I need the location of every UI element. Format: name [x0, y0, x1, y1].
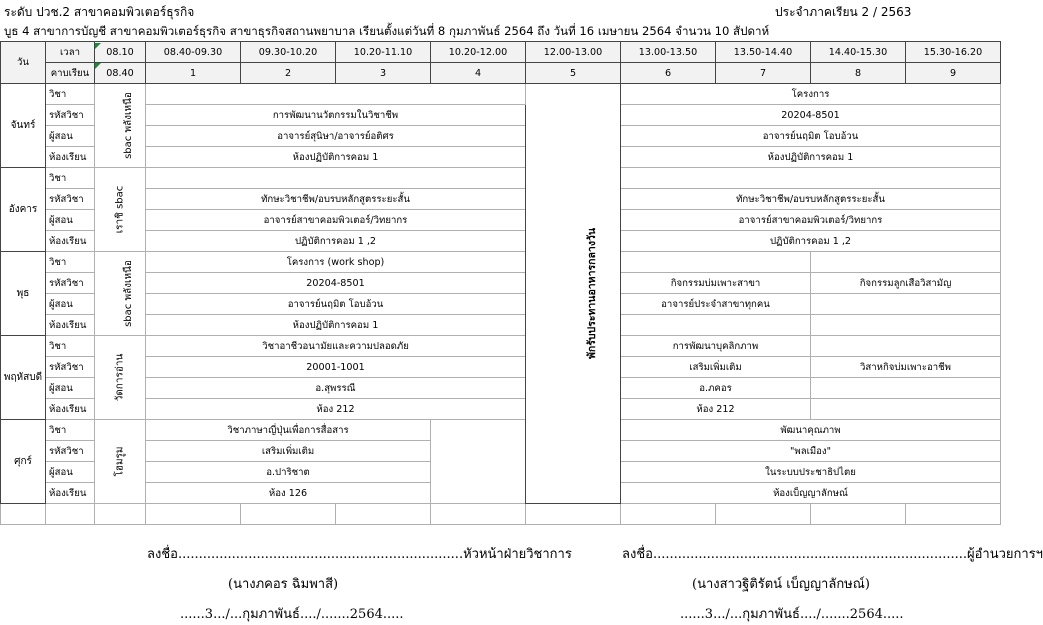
tuesday-pm-teacher: อาจารย์สาขาคอมพิวเตอร์/วิทยากร: [621, 210, 1001, 231]
signature-date-academic: ......3.../...กุมภาพันธ์..../.......2564.....: [180, 607, 404, 622]
monday-pm-room: ห้องปฏิบัติการคอม 1: [621, 147, 1001, 168]
time-slot: 12.00-13.00: [526, 42, 621, 63]
day-wednesday: พุธ: [1, 252, 46, 336]
signature-name-director: (นางสาวฐิติรัตน์ เบ็ญญาลักษณ์): [692, 577, 870, 592]
wednesday-tag: sbac พลังเหนือ: [95, 252, 146, 336]
signature-date-director: ......3.../...กุมภาพันธ์..../.......2564.....: [680, 607, 904, 622]
period-row: [1, 63, 1001, 84]
friday-am-code: เสริมเพิ่มเติม: [146, 441, 431, 462]
tuesday-tag: เราชิ sbac: [95, 168, 146, 252]
timetable: [0, 41, 1001, 525]
time-slot: 10.20-11.10: [336, 42, 431, 63]
time-row: [1, 42, 1001, 63]
monday-row-subject: [1, 84, 1001, 105]
friday-pm-teacher: ในระบบประชาธิปไตย: [621, 462, 1001, 483]
friday-pm-code: "พลเมือง": [621, 441, 1001, 462]
thursday-am-room: ห้อง 212: [146, 399, 526, 420]
wednesday-pm2-room: [811, 315, 1001, 336]
row-label: รหัสวิชา: [46, 273, 95, 294]
time-slot: 09.30-10.20: [241, 42, 336, 63]
row-label: วิชา: [46, 336, 95, 357]
start-period: 08.40: [95, 63, 146, 84]
thursday-pm2-room: [811, 399, 1001, 420]
monday-am-subject: [146, 84, 526, 105]
start-time: 08.10: [95, 42, 146, 63]
monday-pm-subject: โครงการ: [621, 84, 1001, 105]
thursday-tag: วัดการอ่าน: [95, 336, 146, 420]
schedule-subtitle: บูธ 4 สาขาการบัญชี สาขาคอมพิวเตอร์ธุรกิจ สาขาธุรกิจสถานพยาบาล เรียนตั้งแต่วันที่ 8 กุมภาพันธ์ 2564 ถึง วันที่ 16 เมษายน 2564 จำนวน 10 สัปดาห์: [4, 24, 770, 38]
cell-marker-icon: [95, 43, 101, 49]
wednesday-pm1-room: [621, 315, 811, 336]
row-label: ผู้สอน: [46, 126, 95, 147]
period-number: 6: [621, 63, 716, 84]
monday-am-code: การพัฒนานวัตกรรมในวิชาชีพ: [146, 105, 526, 126]
row-label: ห้องเรียน: [46, 315, 95, 336]
monday-am-room: ห้องปฏิบัติการคอม 1: [146, 147, 526, 168]
monday-tag: sbac พลังเหนือ: [95, 84, 146, 168]
level-title: ระดับ ปวช.2 สาขาคอมพิวเตอร์ธุรกิจ: [4, 5, 195, 19]
wednesday-pm2-teacher: [811, 294, 1001, 315]
friday-am-subject: วิชาภาษาญี่ปุ่นเพื่อการสื่อสาร: [146, 420, 431, 441]
monday-pm-code: 20204-8501: [621, 105, 1001, 126]
period-header: คาบเรียน: [46, 63, 95, 84]
signature-line-director: ลงชื่อ............................................................................ผู้อำนวยการฯ: [622, 547, 1043, 562]
wednesday-pm1-teacher: อาจารย์ประจำสาขาทุกคน: [621, 294, 811, 315]
tuesday-am-code: ทักษะวิชาชีพ/อบรบหลักสูตรระยะสั้น: [146, 189, 526, 210]
period-number: 5: [526, 63, 621, 84]
day-header: วัน: [1, 42, 46, 84]
time-slot: 10.20-12.00: [431, 42, 526, 63]
time-slot: 13.00-13.50: [621, 42, 716, 63]
lunch-break: พักรับประทานอาหารกลางวัน: [526, 84, 621, 504]
time-slot: 15.30-16.20: [906, 42, 1001, 63]
row-label: วิชา: [46, 84, 95, 105]
wednesday-am-code: 20204-8501: [146, 273, 526, 294]
thursday-am-code: 20001-1001: [146, 357, 526, 378]
row-label: ห้องเรียน: [46, 399, 95, 420]
time-header: เวลา: [46, 42, 95, 63]
row-label: ห้องเรียน: [46, 147, 95, 168]
wednesday-pm2-code: กิจกรรมลูกเสือวิสามัญ: [811, 273, 1001, 294]
cell-marker-icon: [95, 63, 101, 69]
row-label: รหัสวิชา: [46, 357, 95, 378]
thursday-pm2-subject: [811, 336, 1001, 357]
time-slot: 13.50-14.40: [716, 42, 811, 63]
wednesday-pm2-subject: [811, 252, 1001, 273]
friday-am-room: ห้อง 126: [146, 483, 431, 504]
friday-pm-room: ห้องเบ็ญญาลักษณ์: [621, 483, 1001, 504]
period-number: 9: [906, 63, 1001, 84]
thursday-pm1-teacher: อ.ภคอร: [621, 378, 811, 399]
row-label: ผู้สอน: [46, 462, 95, 483]
day-thursday: พฤหัสบดี: [1, 336, 46, 420]
period-number: 4: [431, 63, 526, 84]
thursday-pm1-code: เสริมเพิ่มเติม: [621, 357, 811, 378]
tuesday-am-subject: [146, 168, 526, 189]
period-number: 1: [146, 63, 241, 84]
row-label: วิชา: [46, 252, 95, 273]
friday-am-teacher: อ.ปาริชาต: [146, 462, 431, 483]
monday-pm-teacher: อาจารย์นฤมิต โอบอ้วน: [621, 126, 1001, 147]
row-label: ผู้สอน: [46, 378, 95, 399]
row-label: วิชา: [46, 168, 95, 189]
thursday-pm2-teacher: [811, 378, 1001, 399]
time-slot: 14.40-15.30: [811, 42, 906, 63]
row-label: รหัสวิชา: [46, 441, 95, 462]
tuesday-pm-code: ทักษะวิชาชีพ/อบรบหลักสูตรระยะสั้น: [621, 189, 1001, 210]
thursday-am-teacher: อ.สุพรรณี: [146, 378, 526, 399]
period-number: 8: [811, 63, 906, 84]
friday-tag: โฮมรูม: [95, 420, 146, 504]
tuesday-pm-room: ปฏิบัติการคอม 1 ,2: [621, 231, 1001, 252]
day-monday: จันทร์: [1, 84, 46, 168]
day-tuesday: อังคาร: [1, 168, 46, 252]
row-label: ผู้สอน: [46, 294, 95, 315]
row-label: รหัสวิชา: [46, 105, 95, 126]
time-slot: 08.40-09.30: [146, 42, 241, 63]
period-number: 7: [716, 63, 811, 84]
wednesday-pm1-subject: [621, 252, 811, 273]
thursday-pm1-subject: การพัฒนาบุคลิกภาพ: [621, 336, 811, 357]
period-number: 3: [336, 63, 431, 84]
semester-label: ประจำภาคเรียน 2 / 2563: [775, 5, 912, 19]
tuesday-am-room: ปฏิบัติการคอม 1 ,2: [146, 231, 526, 252]
signature-name-academic: (นางภคอร ฉิมพาสี): [228, 577, 339, 592]
wednesday-am-subject: โครงการ (work shop): [146, 252, 526, 273]
empty-row: [1, 504, 1001, 525]
wednesday-pm1-code: กิจกรรมบ่มเพาะสาขา: [621, 273, 811, 294]
row-label: ห้องเรียน: [46, 483, 95, 504]
period-number: 2: [241, 63, 336, 84]
tuesday-am-teacher: อาจารย์สาขาคอมพิวเตอร์/วิทยากร: [146, 210, 526, 231]
thursday-pm1-room: ห้อง 212: [621, 399, 811, 420]
row-label: วิชา: [46, 420, 95, 441]
signature-line-academic: ลงชื่อ.....................................................................หัวหน้าฝ่ายวิชาการ: [147, 547, 572, 562]
friday-pm-subject: พัฒนาคุณภาพ: [621, 420, 1001, 441]
row-label: ห้องเรียน: [46, 231, 95, 252]
thursday-pm2-code: วิสาหกิจบ่มเพาะอาชีพ: [811, 357, 1001, 378]
wednesday-am-room: ห้องปฏิบัติการคอม 1: [146, 315, 526, 336]
row-label: รหัสวิชา: [46, 189, 95, 210]
tuesday-pm-subject: [621, 168, 1001, 189]
wednesday-am-teacher: อาจารย์นฤมิต โอบอ้วน: [146, 294, 526, 315]
thursday-am-subject: วิชาอาชีวอนามัยและความปลอดภัย: [146, 336, 526, 357]
monday-am-teacher: อาจารย์สุนิษา/อาจารย์อติศร: [146, 126, 526, 147]
day-friday: ศุกร์: [1, 420, 46, 504]
friday-empty-slot: [431, 420, 526, 504]
row-label: ผู้สอน: [46, 210, 95, 231]
